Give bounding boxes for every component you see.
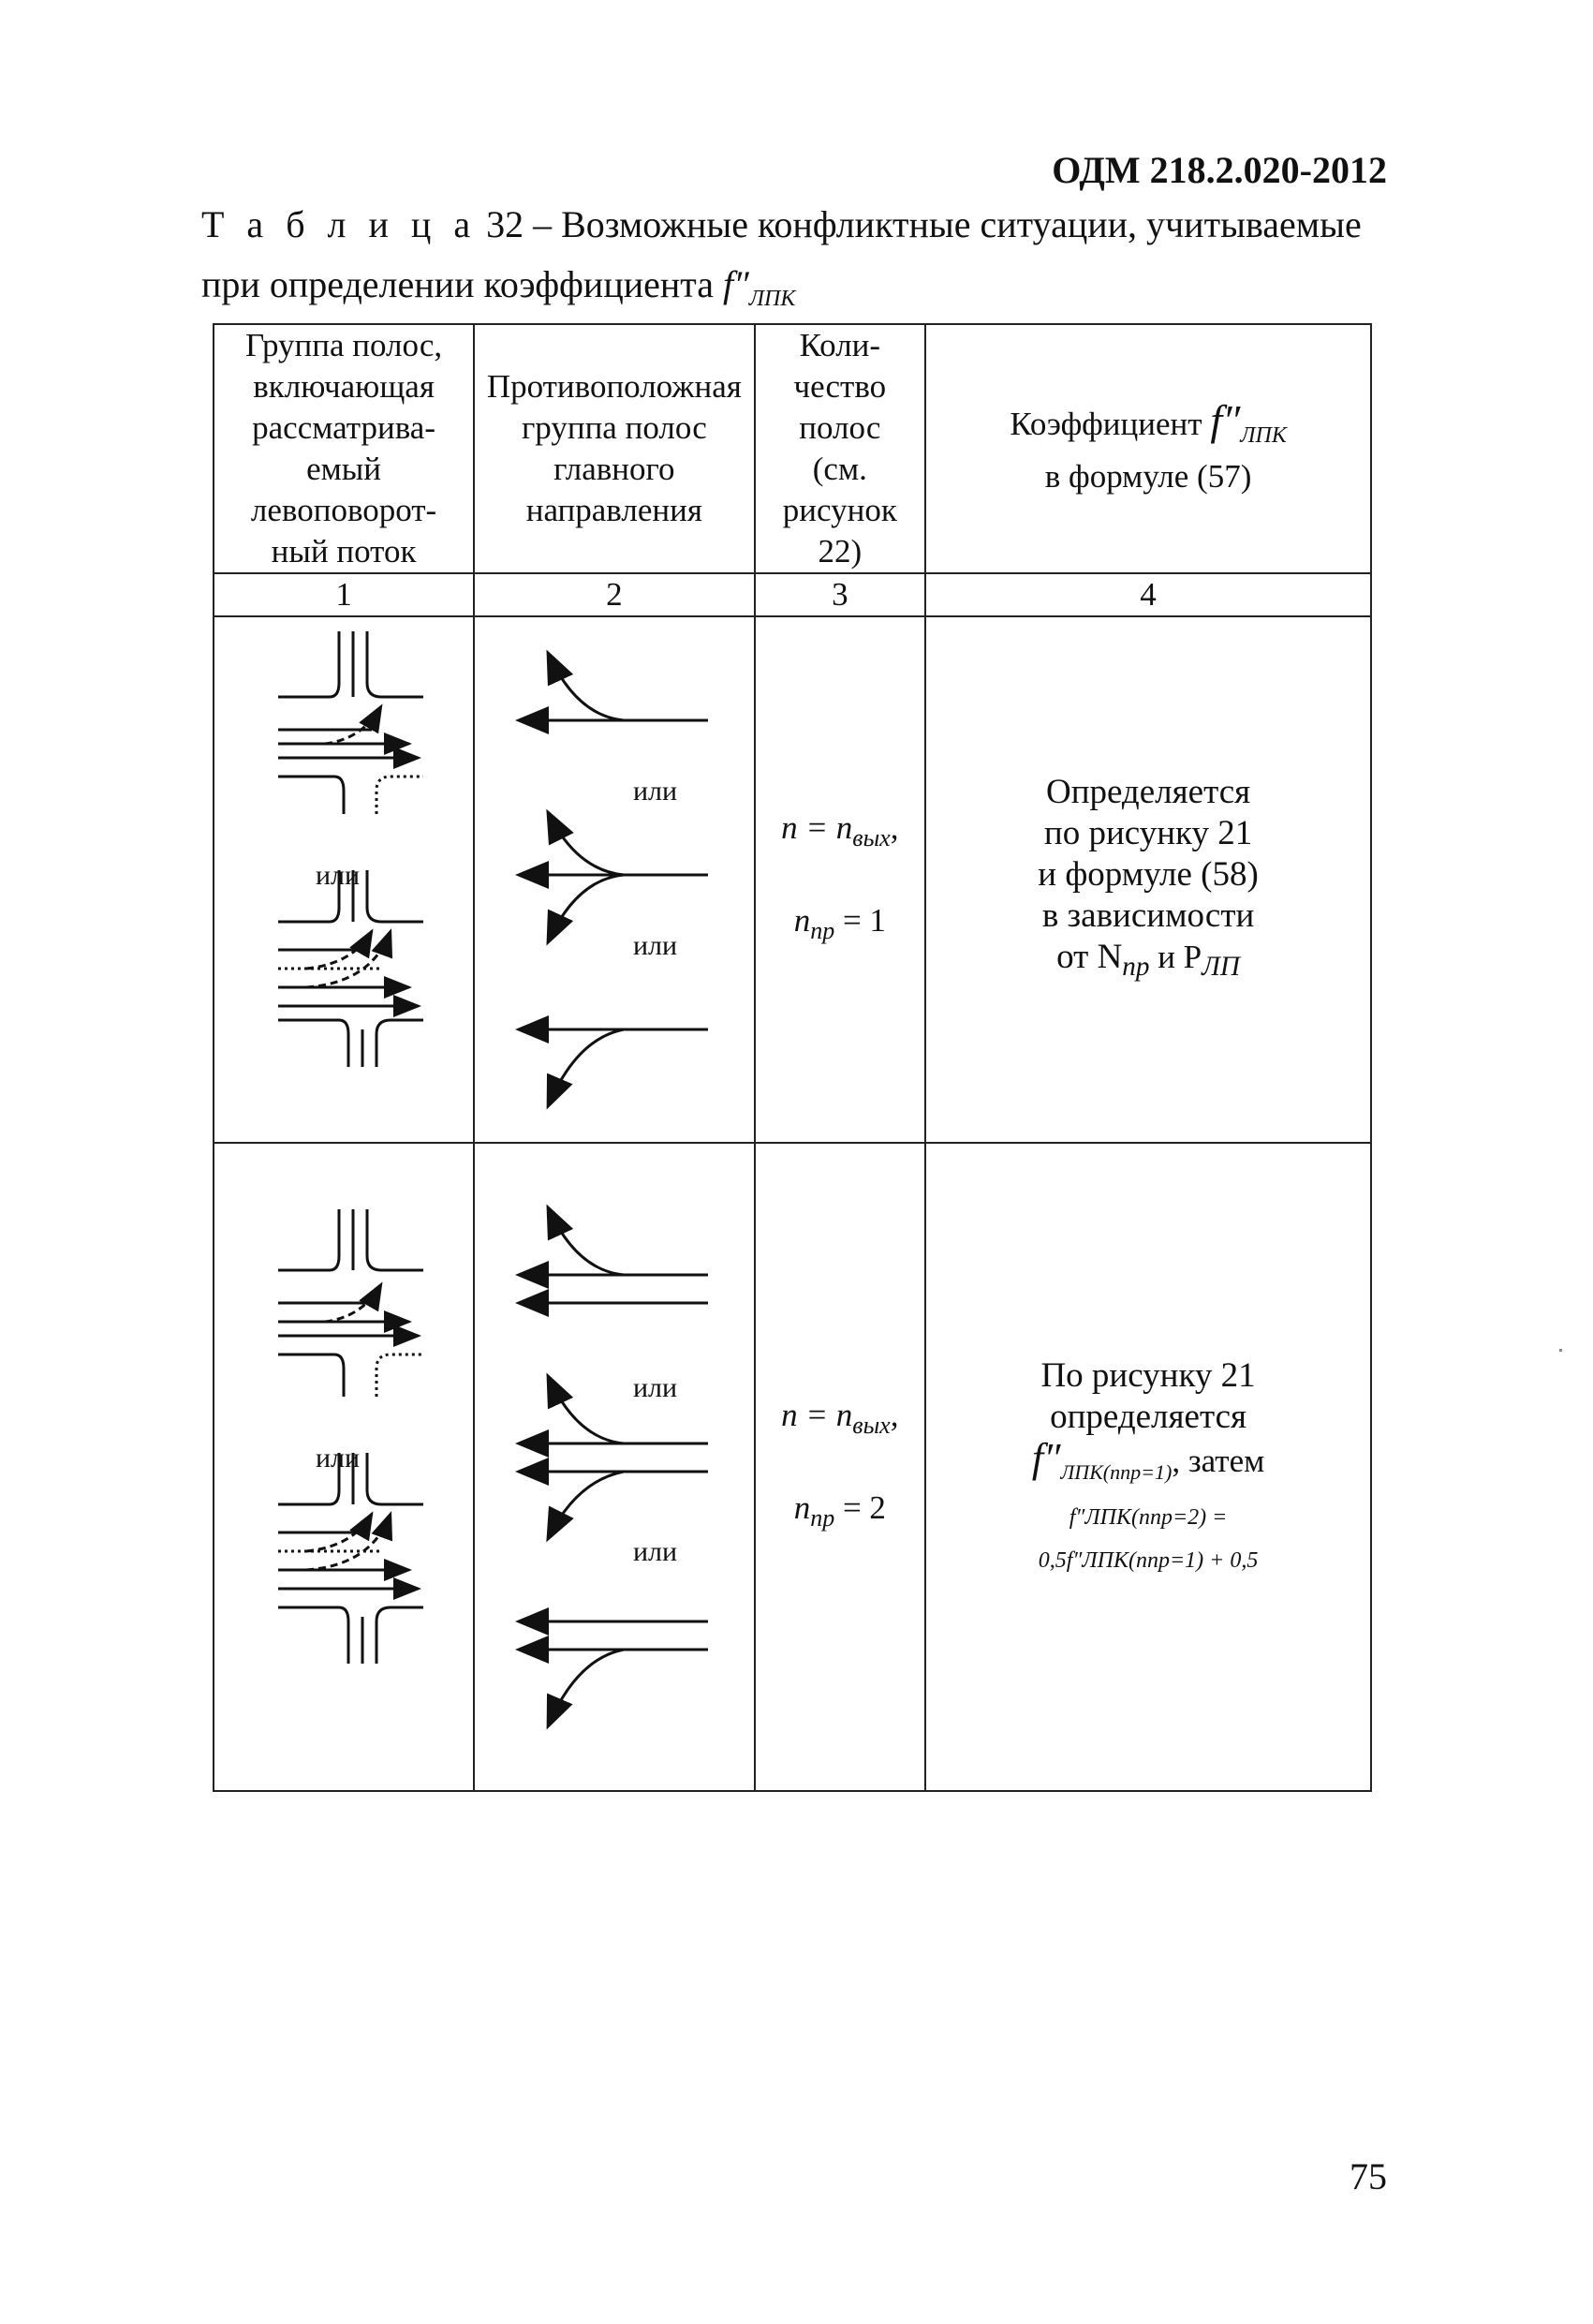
small-formula-line-2: 0,5f″ЛПК(nпр=1) + 0,5 bbox=[1038, 1547, 1259, 1573]
document-code: ОДМ 218.2.020-2012 bbox=[1052, 149, 1387, 191]
intersection-diagram bbox=[250, 627, 437, 1132]
formula-np-sub: пр bbox=[810, 1504, 835, 1532]
caption-symbol-sub: ЛПК bbox=[748, 287, 796, 311]
formula-np: n bbox=[793, 902, 811, 939]
opposite-group-diagram bbox=[502, 1195, 727, 1739]
or-label: или bbox=[632, 930, 677, 961]
formula-n-suffix: , bbox=[890, 1397, 899, 1433]
or-label: или bbox=[632, 1536, 677, 1567]
coefficient-cell bbox=[925, 1143, 1371, 1791]
page-number: 75 bbox=[1350, 2155, 1387, 2198]
intersection-diagram bbox=[250, 1205, 437, 1729]
formula-n-sub: вых bbox=[852, 1412, 891, 1439]
caption-number: 32 bbox=[486, 203, 524, 245]
opposite-group-diagram-cell bbox=[474, 616, 754, 1143]
coefficient-text-mid: и P bbox=[1149, 939, 1202, 975]
coefficient-text: По рисунку 21 определяется bbox=[1040, 1355, 1256, 1436]
coefficient-sub-1: пр bbox=[1122, 952, 1150, 982]
header-col-3: Коли- чество полос (см. рисунок 22) bbox=[755, 324, 926, 573]
header-col-4-label: Коэффициент bbox=[1010, 406, 1202, 442]
table-row bbox=[214, 616, 1371, 1143]
header-col-4-symbol: f″ bbox=[1210, 396, 1241, 444]
opposite-group-diagram bbox=[502, 627, 727, 1132]
caption-label: Т а б л и ц а bbox=[201, 203, 478, 245]
formula-np: n bbox=[793, 1489, 811, 1526]
caption-symbol: f″ bbox=[723, 263, 749, 305]
col-number-4: 4 bbox=[925, 573, 1371, 616]
column-number-row bbox=[214, 573, 1371, 616]
header-col-4 bbox=[925, 324, 1371, 573]
table-caption bbox=[201, 195, 1391, 329]
formula-np-value: = 2 bbox=[834, 1489, 886, 1526]
coefficient-sub-2: ЛП bbox=[1202, 952, 1240, 982]
small-formula-line-1: f″ЛПК(nпр=2) = bbox=[1069, 1504, 1228, 1530]
intersection-diagram-cell bbox=[214, 616, 474, 1143]
formula-n-suffix: , bbox=[890, 809, 899, 846]
intersection-diagram-cell bbox=[214, 1143, 474, 1791]
table-header-row bbox=[214, 324, 1371, 573]
header-col-4-symbol-sub: ЛПК bbox=[1240, 423, 1287, 448]
or-label: или bbox=[632, 1372, 677, 1403]
header-col-2: Противоположная группа полос главного направления bbox=[474, 324, 754, 573]
header-col-4-line2: в формуле (57) bbox=[1044, 458, 1252, 495]
lane-count-cell bbox=[755, 616, 926, 1143]
col-number-3: 3 bbox=[755, 573, 926, 616]
scan-mark bbox=[1559, 1349, 1562, 1352]
lane-count-cell bbox=[755, 1143, 926, 1791]
coefficient-cell bbox=[925, 616, 1371, 1143]
or-label: или bbox=[316, 860, 361, 891]
formula-np-value: = 1 bbox=[834, 902, 886, 939]
coefficient-symbol-sub: ЛПК(nпр=1) bbox=[1060, 1459, 1173, 1484]
opposite-group-diagram-cell bbox=[474, 1143, 754, 1791]
coefficient-text-after: , затем bbox=[1172, 1442, 1265, 1479]
formula-n: n = n bbox=[781, 1397, 853, 1433]
formula-n-sub: вых bbox=[852, 824, 891, 851]
or-label: или bbox=[316, 1443, 361, 1473]
col-number-2: 2 bbox=[474, 573, 754, 616]
table-row bbox=[214, 1143, 1371, 1791]
or-label: или bbox=[632, 776, 677, 807]
conflict-table bbox=[213, 323, 1372, 1792]
header-col-1: Группа полос, включающая рассматрива- емый левоповорот- ный поток bbox=[214, 324, 474, 573]
formula-np-sub: пр bbox=[810, 917, 835, 944]
col-number-1: 1 bbox=[214, 573, 474, 616]
coefficient-text: Определяется по рисунку 21 и формуле (58) в зависимости от N bbox=[1038, 773, 1259, 976]
caption-text: – Возможные конфликтные ситуации, учитываемые при определении коэффициента bbox=[201, 203, 1362, 305]
formula-n: n = n bbox=[781, 809, 853, 846]
coefficient-symbol: f″ bbox=[1031, 1434, 1061, 1481]
